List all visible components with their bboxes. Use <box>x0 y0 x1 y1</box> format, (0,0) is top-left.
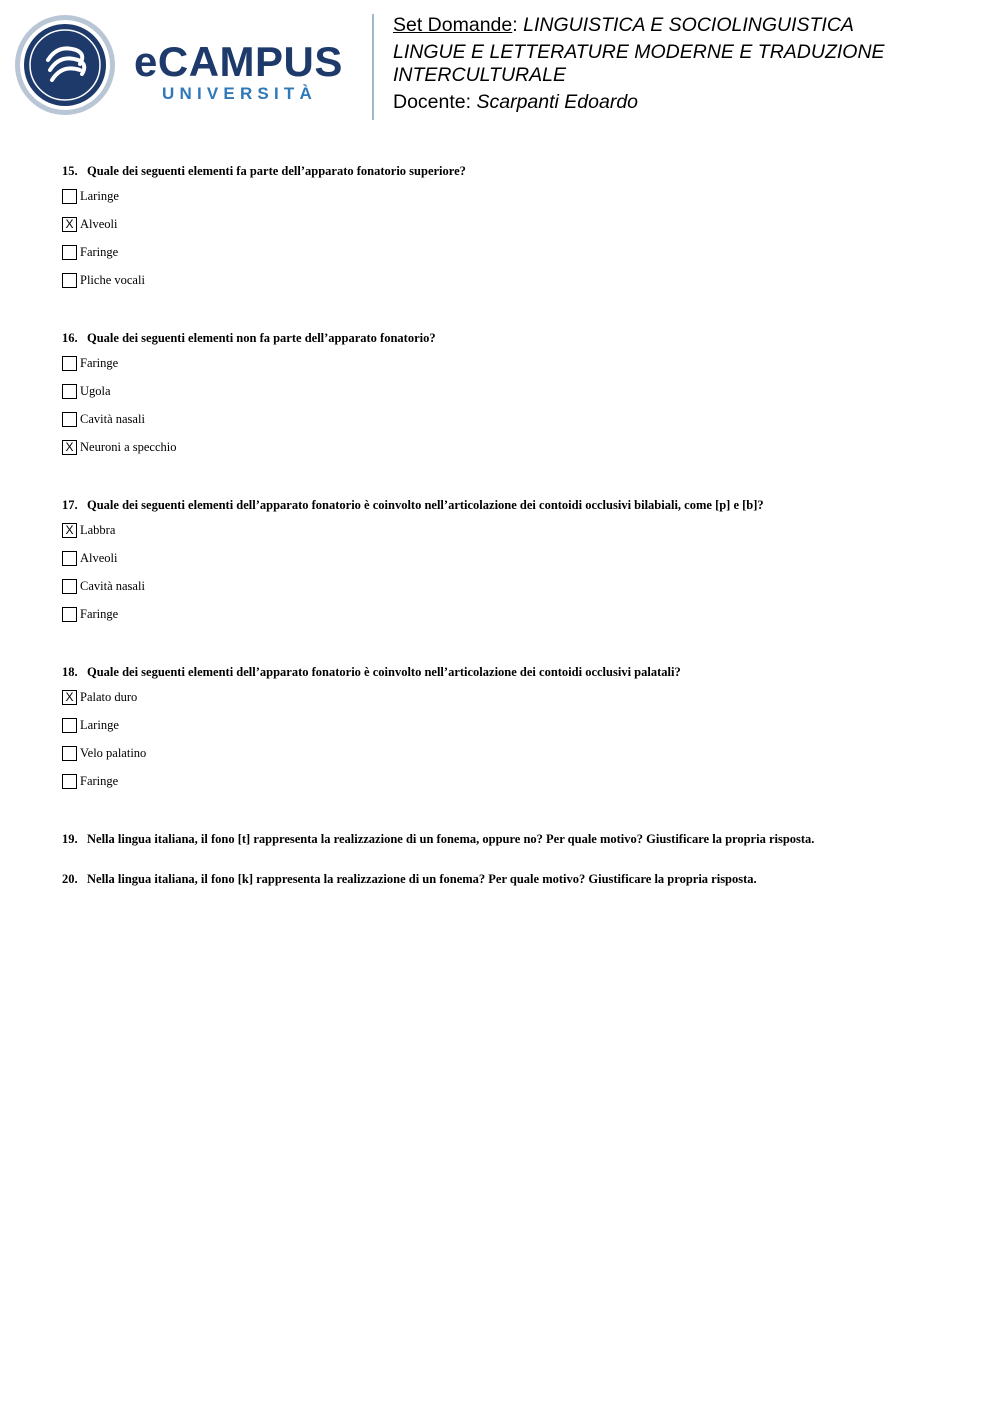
docente-row <box>393 91 983 114</box>
checkbox[interactable] <box>62 551 77 566</box>
answer-option[interactable] <box>62 383 962 411</box>
checkbox[interactable] <box>62 384 77 399</box>
program-line-2: INTERCULTURALE <box>393 64 566 86</box>
option-label: Cavità nasali <box>80 412 145 426</box>
question-number: 18. <box>62 665 78 679</box>
question-text: Quale dei seguenti elementi non fa parte dell’apparato fonatorio? <box>87 331 436 345</box>
set-label: Set Domande <box>393 14 513 36</box>
option-label: Faringe <box>80 356 119 370</box>
set-separator: : <box>512 14 518 36</box>
answer-option[interactable] <box>62 244 962 272</box>
answer-option[interactable] <box>62 745 962 773</box>
answer-option[interactable] <box>62 439 962 467</box>
checkbox[interactable] <box>62 356 77 371</box>
set-row <box>393 14 983 37</box>
answer-option[interactable] <box>62 355 962 383</box>
answer-option[interactable] <box>62 717 962 745</box>
answer-option[interactable] <box>62 578 962 606</box>
option-label: Velo palatino <box>80 746 147 760</box>
question-number: 20. <box>62 872 78 886</box>
answer-option[interactable] <box>62 411 962 439</box>
checkbox[interactable]: X <box>62 523 77 538</box>
answer-option[interactable] <box>62 272 962 300</box>
question-text: Nella lingua italiana, il fono [k] rappresenta la realizzazione di un fonema? Per quale motivo? Giustificare la propria risposta. <box>87 872 757 886</box>
checkbox[interactable] <box>62 579 77 594</box>
answer-option[interactable] <box>62 550 962 578</box>
option-label: Neuroni a specchio <box>80 440 177 454</box>
option-label: Faringe <box>80 607 119 621</box>
program-line-1: LINGUE E LETTERATURE MODERNE E TRADUZIONE <box>393 41 885 63</box>
docente-name: Scarpanti Edoardo <box>476 91 639 113</box>
question-19 <box>62 830 962 848</box>
question-17 <box>62 496 962 634</box>
answer-option[interactable] <box>62 522 962 550</box>
option-label: Labbra <box>80 523 116 537</box>
document-header <box>0 0 1000 130</box>
checkbox[interactable]: X <box>62 440 77 455</box>
question-20 <box>62 870 962 888</box>
option-label: Cavità nasali <box>80 579 145 593</box>
checkbox[interactable] <box>62 189 77 204</box>
question-number: 19. <box>62 832 78 846</box>
question-number: 17. <box>62 498 78 512</box>
option-label: Laringe <box>80 189 119 203</box>
option-label: Palato duro <box>80 690 138 704</box>
option-label: Faringe <box>80 774 119 788</box>
header-divider <box>372 14 374 120</box>
question-number: 15. <box>62 164 78 178</box>
checkbox[interactable] <box>62 245 77 260</box>
question-16 <box>62 329 962 467</box>
question-text: Quale dei seguenti elementi dell’apparato fonatorio è coinvolto nell’articolazione dei contoidi occlusivi bilabiali, come [p] e [b]? <box>87 498 764 512</box>
checkbox[interactable]: X <box>62 217 77 232</box>
question-number: 16. <box>62 331 78 345</box>
checkbox[interactable] <box>62 718 77 733</box>
answer-option[interactable] <box>62 773 962 801</box>
question-15 <box>62 162 962 300</box>
course-title: LINGUISTICA E SOCIOLINGUISTICA <box>523 14 854 36</box>
answer-option[interactable] <box>62 216 962 244</box>
question-18 <box>62 663 962 801</box>
checkbox[interactable] <box>62 607 77 622</box>
option-label: Alveoli <box>80 551 118 565</box>
docente-label: Docente: <box>393 91 472 113</box>
logo-brand: eCAMPUS <box>134 38 343 85</box>
ecampus-seal-icon <box>14 14 116 116</box>
option-label: Pliche vocali <box>80 273 145 287</box>
answer-option[interactable] <box>62 689 962 717</box>
option-label: Faringe <box>80 245 119 259</box>
option-label: Alveoli <box>80 217 118 231</box>
question-text: Quale dei seguenti elementi dell’apparato fonatorio è coinvolto nell’articolazione dei contoidi occlusivi palatali? <box>87 665 681 679</box>
logo-subtitle: UNIVERSITÀ <box>162 84 317 103</box>
question-list <box>62 162 962 910</box>
course-info <box>393 14 983 114</box>
option-label: Laringe <box>80 718 119 732</box>
answer-option[interactable] <box>62 606 962 634</box>
option-label: Ugola <box>80 384 111 398</box>
ecampus-logo <box>134 40 343 104</box>
checkbox[interactable] <box>62 774 77 789</box>
checkbox[interactable] <box>62 273 77 288</box>
question-text: Quale dei seguenti elementi fa parte dell’apparato fonatorio superiore? <box>87 164 466 178</box>
answer-option[interactable] <box>62 188 962 216</box>
checkbox[interactable]: X <box>62 690 77 705</box>
checkbox[interactable] <box>62 412 77 427</box>
question-text: Nella lingua italiana, il fono [t] rappresenta la realizzazione di un fonema, oppure no? Per quale motivo? Giustificare la propria risposta. <box>87 832 815 846</box>
checkbox[interactable] <box>62 746 77 761</box>
